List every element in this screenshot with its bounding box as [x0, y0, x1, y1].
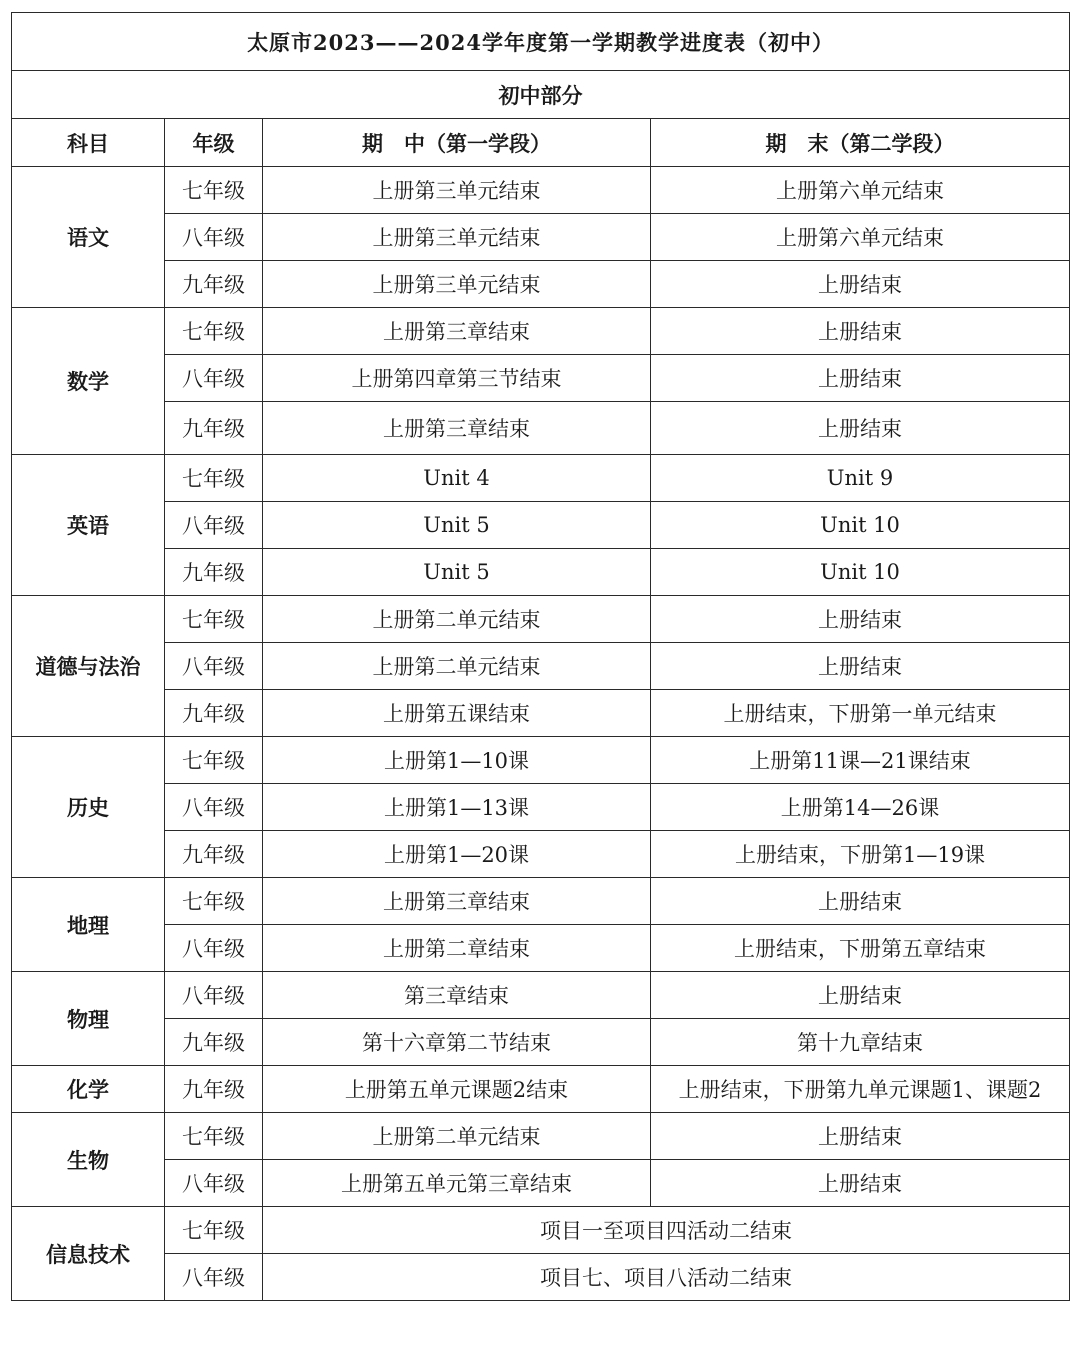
table-row — [12, 1207, 1070, 1254]
progress-cell-merged: 项目七、项目八活动二结束 — [263, 1254, 1070, 1301]
subject-cell: 地理 — [12, 878, 165, 972]
table-row — [12, 690, 1070, 737]
grade-cell: 八年级 — [165, 355, 263, 402]
table-row — [12, 355, 1070, 402]
final-cell: Unit 9 — [651, 455, 1070, 502]
subject-cell: 物理 — [12, 972, 165, 1066]
final-cell: 上册结束 — [651, 878, 1070, 925]
schedule-table — [11, 12, 1070, 1301]
table-row — [12, 643, 1070, 690]
final-cell: 上册第11课—21课结束 — [651, 737, 1070, 784]
grade-cell: 七年级 — [165, 455, 263, 502]
subject-cell: 语文 — [12, 167, 165, 308]
grade-cell: 七年级 — [165, 167, 263, 214]
progress-cell-merged: 项目一至项目四活动二结束 — [263, 1207, 1070, 1254]
grade-cell: 八年级 — [165, 972, 263, 1019]
grade-cell: 九年级 — [165, 690, 263, 737]
grade-cell: 七年级 — [165, 878, 263, 925]
final-cell: 上册结束 — [651, 1160, 1070, 1207]
midterm-cell: 上册第二单元结束 — [263, 596, 651, 643]
grade-cell: 九年级 — [165, 1066, 263, 1113]
midterm-cell: 上册第三章结束 — [263, 402, 651, 455]
table-row — [12, 878, 1070, 925]
table-row — [12, 502, 1070, 549]
table-row — [12, 1113, 1070, 1160]
table-row — [12, 972, 1070, 1019]
final-cell: 上册第六单元结束 — [651, 214, 1070, 261]
grade-cell: 九年级 — [165, 402, 263, 455]
subject-cell: 英语 — [12, 455, 165, 596]
table-title: 太原市2023——2024学年度第一学期教学进度表（初中） — [12, 13, 1070, 71]
midterm-cell: 第三章结束 — [263, 972, 651, 1019]
grade-cell: 八年级 — [165, 1254, 263, 1301]
grade-cell: 九年级 — [165, 1019, 263, 1066]
schedule-sheet — [11, 12, 1069, 1301]
final-cell: 上册结束 — [651, 261, 1070, 308]
table-row — [12, 831, 1070, 878]
table-row — [12, 455, 1070, 502]
final-cell: 上册结束 — [651, 355, 1070, 402]
midterm-cell: 上册第二单元结束 — [263, 1113, 651, 1160]
midterm-cell: 上册第1—10课 — [263, 737, 651, 784]
grade-cell: 七年级 — [165, 308, 263, 355]
grade-cell: 八年级 — [165, 925, 263, 972]
grade-cell: 八年级 — [165, 1160, 263, 1207]
table-row — [12, 1019, 1070, 1066]
grade-cell: 八年级 — [165, 784, 263, 831]
table-row — [12, 1066, 1070, 1113]
midterm-cell: 上册第三单元结束 — [263, 261, 651, 308]
subject-cell: 生物 — [12, 1113, 165, 1207]
grade-cell: 七年级 — [165, 1113, 263, 1160]
table-row — [12, 261, 1070, 308]
midterm-cell: Unit 5 — [263, 502, 651, 549]
table-row — [12, 167, 1070, 214]
final-cell: 上册结束，下册第一单元结束 — [651, 690, 1070, 737]
grade-cell: 九年级 — [165, 261, 263, 308]
midterm-cell: 上册第三单元结束 — [263, 167, 651, 214]
midterm-cell: 上册第三章结束 — [263, 878, 651, 925]
subject-cell: 数学 — [12, 308, 165, 455]
midterm-cell: 上册第二章结束 — [263, 925, 651, 972]
table-row — [12, 549, 1070, 596]
midterm-cell: 上册第二单元结束 — [263, 643, 651, 690]
grade-cell: 八年级 — [165, 643, 263, 690]
table-row — [12, 308, 1070, 355]
grade-cell: 七年级 — [165, 737, 263, 784]
final-cell: 上册结束 — [651, 972, 1070, 1019]
subject-cell: 化学 — [12, 1066, 165, 1113]
midterm-cell: Unit 4 — [263, 455, 651, 502]
final-cell: 第十九章结束 — [651, 1019, 1070, 1066]
table-row — [12, 596, 1070, 643]
table-row — [12, 1254, 1070, 1301]
midterm-cell: 上册第四章第三节结束 — [263, 355, 651, 402]
grade-cell: 八年级 — [165, 214, 263, 261]
table-row — [12, 214, 1070, 261]
final-cell: 上册结束 — [651, 643, 1070, 690]
table-row — [12, 784, 1070, 831]
midterm-cell: 上册第五课结束 — [263, 690, 651, 737]
section-label: 初中部分 — [12, 71, 1070, 119]
header-grade: 年级 — [165, 119, 263, 167]
subject-cell: 信息技术 — [12, 1207, 165, 1301]
table-row — [12, 1160, 1070, 1207]
final-cell: 上册结束，下册第五章结束 — [651, 925, 1070, 972]
grade-cell: 九年级 — [165, 549, 263, 596]
table-row — [12, 737, 1070, 784]
subject-cell: 道德与法治 — [12, 596, 165, 737]
midterm-cell: Unit 5 — [263, 549, 651, 596]
final-cell: Unit 10 — [651, 549, 1070, 596]
subject-cell: 历史 — [12, 737, 165, 878]
header-final: 期 末（第二学段） — [651, 119, 1070, 167]
header-midterm: 期 中（第一学段） — [263, 119, 651, 167]
midterm-cell: 上册第五单元课题2结束 — [263, 1066, 651, 1113]
final-cell: 上册结束，下册第1—19课 — [651, 831, 1070, 878]
midterm-cell: 上册第五单元第三章结束 — [263, 1160, 651, 1207]
final-cell: 上册结束 — [651, 308, 1070, 355]
midterm-cell: 上册第1—13课 — [263, 784, 651, 831]
final-cell: 上册结束 — [651, 402, 1070, 455]
midterm-cell: 上册第三单元结束 — [263, 214, 651, 261]
midterm-cell: 上册第1—20课 — [263, 831, 651, 878]
final-cell: 上册结束 — [651, 1113, 1070, 1160]
grade-cell: 八年级 — [165, 502, 263, 549]
grade-cell: 九年级 — [165, 831, 263, 878]
final-cell: 上册第14—26课 — [651, 784, 1070, 831]
final-cell: 上册第六单元结束 — [651, 167, 1070, 214]
midterm-cell: 上册第三章结束 — [263, 308, 651, 355]
grade-cell: 七年级 — [165, 1207, 263, 1254]
midterm-cell: 第十六章第二节结束 — [263, 1019, 651, 1066]
table-row — [12, 925, 1070, 972]
final-cell: 上册结束 — [651, 596, 1070, 643]
header-subject: 科目 — [12, 119, 165, 167]
grade-cell: 七年级 — [165, 596, 263, 643]
table-row — [12, 402, 1070, 455]
final-cell: 上册结束，下册第九单元课题1、课题2 — [651, 1066, 1070, 1113]
final-cell: Unit 10 — [651, 502, 1070, 549]
